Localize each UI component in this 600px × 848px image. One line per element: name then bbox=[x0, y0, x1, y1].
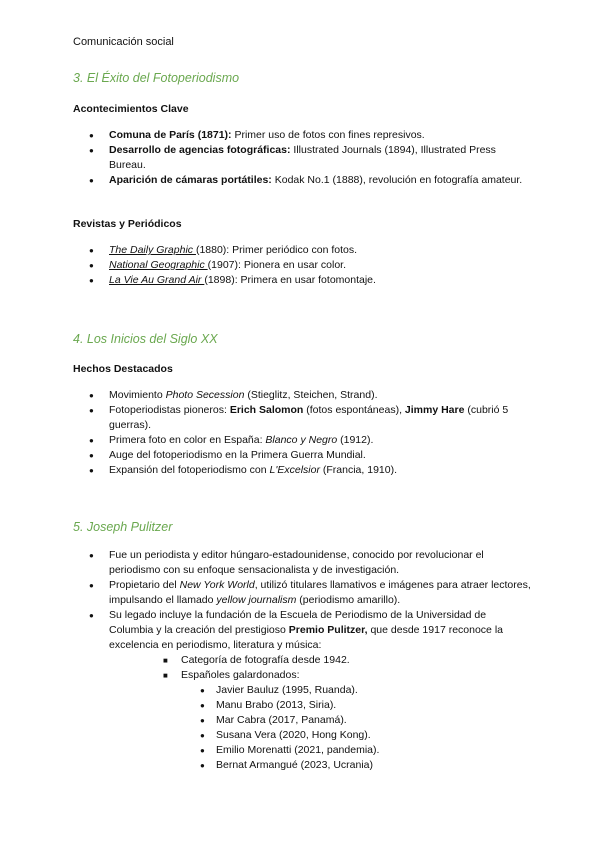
section-3-subheading-magazines: Revistas y Periódicos bbox=[73, 218, 182, 230]
section-4-title: 4. Los Inicios del Siglo XX bbox=[73, 332, 218, 346]
list-item: ● Fotoperiodistas pioneros: Erich Salomon (fotos espontáneas), Jimmy Hare (cubrió 5 guerras). bbox=[73, 403, 533, 433]
magazines-list bbox=[73, 243, 533, 288]
section-4-subheading: Hechos Destacados bbox=[73, 363, 173, 375]
pulitzer-sublist bbox=[157, 653, 537, 683]
list-item: ● Primera foto en color en España: Blanco y Negro (1912). bbox=[73, 433, 533, 448]
list-item: ● La Vie Au Grand Air (1898): Primera en usar fotomontaje. bbox=[73, 273, 533, 288]
list-item: ● Expansión del fotoperiodismo con L'Excelsior (Francia, 1910). bbox=[73, 463, 533, 478]
list-item: ● Propietario del New York World, utilizó titulares llamativos e imágenes para atraer lectores, impulsando el llamado yellow journalism (periodismo amarillo). bbox=[73, 578, 533, 608]
list-item: ● Auge del fotoperiodismo en la Primera Guerra Mundial. bbox=[73, 448, 533, 463]
list-item: ● The Daily Graphic (1880): Primer periódico con fotos. bbox=[73, 243, 533, 258]
list-item: ● Mar Cabra (2017, Panamá). bbox=[200, 713, 500, 728]
section-5-title: 5. Joseph Pulitzer bbox=[73, 520, 173, 534]
magazine-link[interactable]: The Daily Graphic bbox=[109, 244, 196, 256]
list-item: ● Aparición de cámaras portátiles: Kodak No.1 (1888), revolución en fotografía amateur. bbox=[73, 173, 533, 188]
page-header: Comunicación social bbox=[73, 36, 174, 48]
highlights-list bbox=[73, 388, 533, 478]
pulitzer-list bbox=[73, 548, 533, 653]
list-item: ● Fue un periodista y editor húngaro-estadounidense, conocido por revolucionar el periodismo con su enfoque sensacionalista y de investigación. bbox=[73, 548, 533, 578]
list-item: ● Desarrollo de agencias fotográficas: Illustrated Journals (1894), Illustrated Press Bureau. bbox=[73, 143, 533, 173]
list-item: ● Comuna de París (1871): Primer uso de fotos con fines represivos. bbox=[73, 128, 533, 143]
list-item: ■ Categoría de fotografía desde 1942. bbox=[157, 653, 537, 668]
list-item: ■ Españoles galardonados: bbox=[157, 668, 537, 683]
list-item: ● Manu Brabo (2013, Siria). bbox=[200, 698, 500, 713]
list-item: ● Emilio Morenatti (2021, pandemia). bbox=[200, 743, 500, 758]
list-item: ● Movimiento Photo Secession (Stieglitz, Steichen, Strand). bbox=[73, 388, 533, 403]
list-item: ● Javier Bauluz (1995, Ruanda). bbox=[200, 683, 500, 698]
magazine-link[interactable]: La Vie Au Grand Air bbox=[109, 274, 205, 286]
list-item: ● Bernat Armangué (2023, Ucrania) bbox=[200, 758, 500, 773]
magazine-link[interactable]: National Geographic bbox=[109, 259, 208, 271]
list-item: ● National Geographic (1907): Pionera en usar color. bbox=[73, 258, 533, 273]
list-item: ● Susana Vera (2020, Hong Kong). bbox=[200, 728, 500, 743]
list-item: ● Su legado incluye la fundación de la Escuela de Periodismo de la Universidad de Columbia y la creación del prestigioso Premio Pulitzer, que desde 1917 reconoce la excelencia en periodismo, literatura y música: bbox=[73, 608, 533, 653]
events-list bbox=[73, 128, 533, 188]
section-3-title: 3. El Éxito del Fotoperiodismo bbox=[73, 71, 240, 85]
section-3-subheading-events: Acontecimientos Clave bbox=[73, 103, 189, 115]
winners-list bbox=[200, 683, 500, 773]
